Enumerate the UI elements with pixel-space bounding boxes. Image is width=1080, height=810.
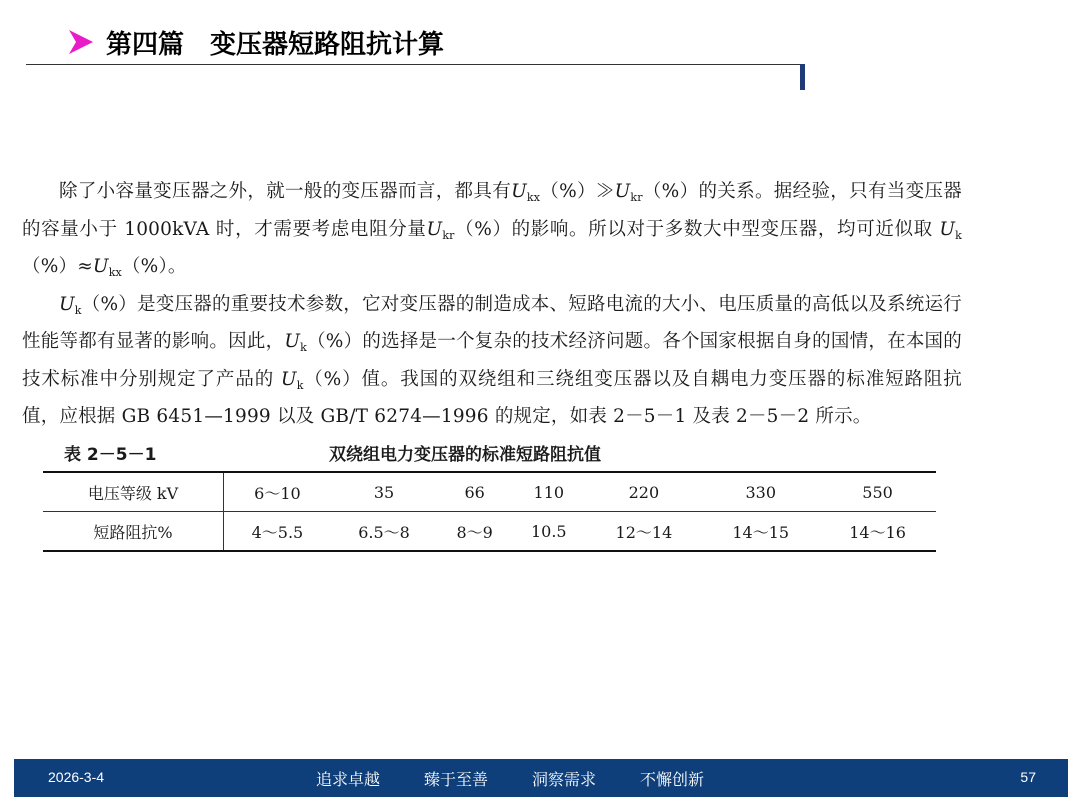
symbol-ukr: $U_{kr}$ (426, 218, 455, 242)
row-header: 短路阻抗% (43, 512, 224, 552)
table-row-voltage (43, 472, 936, 512)
table-row-impedance (43, 512, 936, 552)
footer-slogan: 洞察需求 (532, 770, 597, 789)
table-cell: 220 (585, 472, 702, 512)
header-divider (26, 64, 802, 65)
slide-header (66, 22, 444, 62)
table-cell: 14～16 (819, 512, 936, 552)
table-cell: 6.5～8 (331, 512, 437, 552)
table-cell: 4～5.5 (224, 512, 331, 552)
table-cell: 330 (702, 472, 819, 512)
table-cell: 550 (819, 472, 936, 512)
table-cell: 110 (512, 472, 585, 512)
body-text (22, 176, 962, 433)
symbol-uk: $U_k$ (280, 368, 304, 392)
footer-slogan: 臻于至善 (424, 770, 489, 789)
paragraph-1: 除了小容量变压器之外，就一般的变压器而言，都具有$U_{kx}(\%)≫U_{kr}(\%)$的关系。据经验，只有当变压器的容量小于 1000kVA 时，才需要考虑电阻分量$U_{kr}(\%)$的影响。所以对于多数大中型变压器，均可近似取 $U_k(\%)\approx U_{kx}(\%)$。 (22, 181, 962, 279)
symbol-uk: $U_k$ (939, 218, 962, 242)
footer-slogans (316, 767, 704, 790)
table-cell: 6～10 (224, 472, 331, 512)
symbol-ukx: $U_{kx}$ (511, 181, 541, 204)
arrow-bullet-icon (66, 27, 96, 57)
row-header: 电压等级 kV (43, 472, 224, 512)
table-cell: 12～14 (585, 512, 702, 552)
table-cell: 10.5 (512, 512, 585, 552)
paragraph-2: $U_k(\%)$是变压器的重要技术参数，它对变压器的制造成本、短路电流的大小、电压质量的高低以及系统运行性能等都有显著的影响。因此，$U_k(\%)$的选择是一个复杂的技术经济问题。各个国家根据自身的国情，在本国的技术标准中分别规定了产品的 $U_k(\%)$值。我国的双绕组和三绕组变压器以及自耦电力变压器的标准短路阻抗值，应根据 GB 6451—1999 以及 GB/T 6274—1996 的规定，如表 2－5－1 及表 2－5－2 所示。 (22, 293, 962, 427)
header-accent-marker (800, 64, 805, 90)
table-cell: 8～9 (437, 512, 512, 552)
symbol-uk: $U_k$ (59, 293, 82, 317)
table-number: 表 2－5－1 (64, 445, 157, 465)
slide-title: 第四篇 变压器短路阻抗计算 (106, 29, 445, 60)
footer-slogan: 追求卓越 (316, 770, 381, 789)
footer-date: 2026-3-4 (48, 769, 105, 785)
table-caption (64, 436, 924, 466)
footer-slogan: 不懈创新 (640, 770, 705, 789)
symbol-ukr: $U_{kr}$ (614, 181, 643, 204)
table-cell: 35 (331, 472, 437, 512)
table-cell: 66 (437, 472, 512, 512)
symbol-ukx: $U_{kx}$ (92, 256, 122, 279)
footer-bar (14, 759, 1068, 797)
symbol-uk: $U_k$ (284, 331, 308, 354)
impedance-table (43, 471, 936, 552)
table-title: 双绕组电力变压器的标准短路阻抗值 (329, 445, 601, 465)
page-number: 57 (1020, 769, 1036, 785)
table-cell: 14～15 (702, 512, 819, 552)
